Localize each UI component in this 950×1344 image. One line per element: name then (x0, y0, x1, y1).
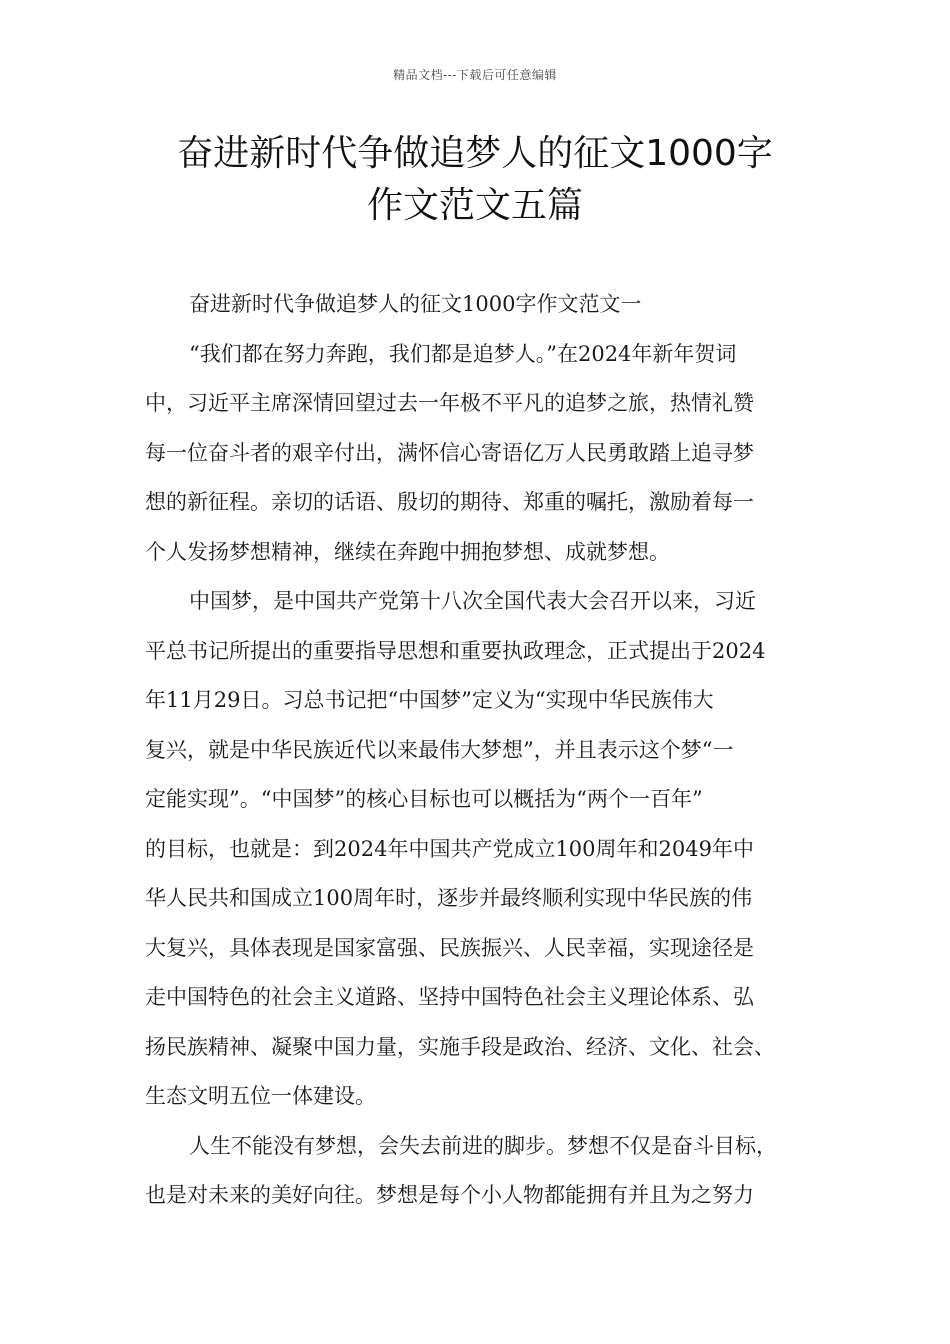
document-title (100, 128, 850, 232)
paragraph-line: 奋进新时代争做追梦人的征文1000字作文范文一 (189, 292, 642, 316)
paragraph (145, 280, 825, 330)
paragraph-line: 大复兴，具体表现是国家富强、民族振兴、人民幸福，实现途径是 (145, 935, 754, 960)
paragraph-line: 定能实现”。“中国梦”的核心目标也可以概括为“两个一百年” (145, 787, 703, 811)
paragraph (145, 1122, 825, 1221)
paragraph-line: 华人民共和国成立100周年时，逐步并最终顺利实现中华民族的伟 (145, 886, 753, 910)
paragraph-line: 复兴，就是中华民族近代以来最伟大梦想”，并且表示这个梦“一 (145, 737, 734, 762)
paragraph-line: 年11月29日。习总书记把“中国梦”定义为“实现中华民族伟大 (145, 688, 714, 712)
paragraph-line: 中，习近平主席深情回望过去一年极不平凡的追梦之旅，热情礼赞 (145, 391, 754, 415)
paragraph-line: 走中国特色的社会主义道路、坚持中国特色社会主义理论体系、弘 (145, 985, 754, 1009)
paragraph-line: “我们都在努力奔跑，我们都是追梦人。”在2024年新年贺词 (189, 341, 737, 366)
paragraph-line: 中国梦，是中国共产党第十八次全国代表大会召开以来，习近 (189, 589, 756, 613)
paragraph-line: 个人发扬梦想精神，继续在奔跑中拥抱梦想、成就梦想。 (145, 539, 670, 564)
paragraph-line: 人生不能没有梦想，会失去前进的脚步。梦想不仅是奋斗目标， (189, 1133, 777, 1158)
paragraph-line: 也是对未来的美好向往。梦想是每个小人物都能拥有并且为之努力 (145, 1183, 754, 1207)
paragraph-line: 每一位奋斗者的艰辛付出，满怀信心寄语亿万人民勇敢踏上追寻梦 (145, 440, 754, 465)
header-note: 精品文档---下载后可任意编辑 (393, 68, 557, 82)
paragraph-line: 的目标，也就是：到2024年中国共产党成立100周年和2049年中 (145, 836, 754, 861)
paragraph-line: 想的新征程。亲切的话语、殷切的期待、郑重的嘱托，激励着每一 (145, 490, 754, 514)
paragraph (145, 577, 825, 1122)
title-line-1: 奋进新时代争做追梦人的征文1000字 (177, 133, 773, 174)
paragraph (145, 330, 825, 578)
document-body (145, 280, 825, 1221)
title-line-2: 作文范文五篇 (366, 185, 583, 226)
paragraph-line: 扬民族精神、凝聚中国力量，实施手段是政治、经济、文化、社会、 (145, 1034, 775, 1059)
paragraph-line: 生态文明五位一体建设。 (145, 1084, 376, 1108)
paragraph-line: 平总书记所提出的重要指导思想和重要执政理念，正式提出于2024 (145, 638, 766, 663)
